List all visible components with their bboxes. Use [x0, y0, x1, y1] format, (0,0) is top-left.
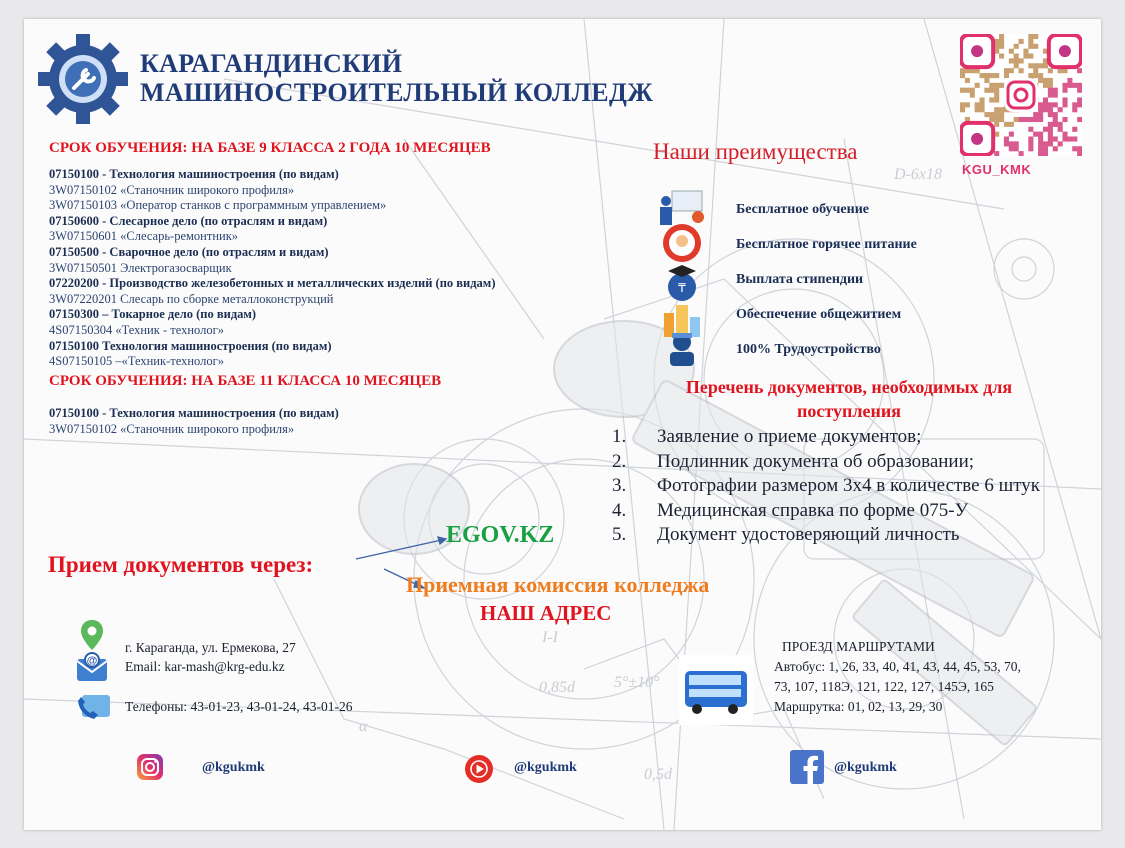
address-text: г. Караганда, ул. Ермекова, 27	[125, 640, 296, 655]
advantage-item: 100% Трудоустройство	[736, 342, 881, 357]
program-line: 3W07220201 Слесарь по сборке металлоконструкций	[49, 291, 334, 306]
document-text: Медицинская справка по форме 075-У	[657, 499, 969, 521]
advantage-item: Обеспечение общежитием	[736, 307, 902, 322]
program-line: 07150500 - Сварочное дело (по отраслям и видам)	[49, 244, 329, 259]
college-name	[140, 49, 653, 107]
svg-text:@: @	[86, 655, 98, 667]
document-item	[612, 499, 1042, 524]
svg-text:0,85d: 0,85d	[539, 679, 575, 696]
program-line: 07220200 - Производство железобетонных и металлических изделий (по видам)	[49, 276, 496, 291]
bus-icon	[679, 655, 753, 725]
program-heading-grade9: СРОК ОБУЧЕНИЯ: НА БАЗЕ 9 КЛАССА 2 ГОДА 10 МЕСЯЦЕВ	[49, 140, 491, 156]
program-list-grade11	[49, 406, 569, 437]
youtube-handle[interactable]: @kgukmk	[514, 760, 577, 775]
document-text: Документ удостоверяющий личность	[657, 524, 960, 545]
flyer-page	[24, 19, 1101, 830]
program-line: 07150100 - Технология машиностроения (по видам)	[49, 167, 339, 181]
document-number: 5.	[612, 524, 627, 545]
worker-icon	[656, 328, 708, 368]
instagram-qr-code[interactable]	[960, 34, 1082, 156]
routes-title: ПРОЕЗД МАРШРУТАМИ	[782, 639, 935, 654]
address-heading: НАШ АДРЕС	[480, 601, 612, 625]
program-line: 4S07150105 –«Техник-технолог»	[49, 354, 224, 369]
document-item	[612, 425, 1042, 450]
program-line: 07150300 – Токарное дело (по видам)	[49, 307, 257, 322]
program-line: 07150600 - Слесарное дело (по отраслям и видам)	[49, 213, 328, 228]
phones-text: Телефоны: 43-01-23, 43-01-24, 43-01-26	[125, 699, 353, 714]
advantage-item: Бесплатное обучение	[736, 202, 869, 217]
advantages-title: Наши преимущества	[653, 139, 858, 164]
meal-icon	[656, 223, 708, 263]
facebook-icon[interactable]	[789, 749, 825, 785]
advantage-item: Выплата стипендии	[736, 272, 864, 287]
phone-icon	[76, 691, 112, 723]
document-number: 4.	[612, 499, 627, 521]
documents-title: Перечень документов, необходимых для поступления	[685, 377, 1013, 421]
program-heading-grade11: СРОК ОБУЧЕНИЯ: НА БАЗЕ 11 КЛАССА 10 МЕСЯЦЕВ	[49, 373, 442, 389]
document-item	[612, 523, 1042, 548]
scholarship-icon	[656, 263, 708, 303]
admission-committee: Приемная комиссия колледжа	[406, 572, 710, 597]
svg-text:5°±10°: 5°±10°	[614, 674, 660, 691]
routes-block	[774, 637, 1039, 717]
program-list-grade9	[49, 167, 569, 370]
svg-text:α: α	[359, 718, 368, 735]
svg-text:I-I: I-I	[542, 629, 558, 646]
instagram-handle[interactable]: @kgukmk	[202, 760, 265, 775]
qr-label: KGU_KMK	[962, 162, 1032, 177]
teacher-icon	[656, 187, 708, 227]
advantage-item: Бесплатное горячее питание	[736, 237, 917, 252]
program-line: 3W07150501 Электрогазосварщик	[49, 260, 232, 275]
college-name-line2: МАШИНОСТРОИТЕЛЬНЫЙ КОЛЛЕДЖ	[140, 78, 654, 107]
svg-text:₸: ₸	[678, 281, 686, 295]
documents-list	[612, 425, 1042, 548]
admission-label: Прием документов через:	[48, 552, 314, 577]
college-name-line1: КАРАГАНДИНСКИЙ	[140, 49, 403, 78]
document-number: 2.	[612, 450, 627, 472]
document-text: Заявление о приеме документов;	[657, 426, 922, 447]
youtube-icon[interactable]	[464, 754, 494, 784]
facebook-handle[interactable]: @kgukmk	[834, 760, 897, 775]
program-line: 3W07150102 «Станочник широкого профиля»	[49, 421, 295, 436]
svg-text:0,5d: 0,5d	[644, 766, 672, 783]
college-logo-gear-icon	[36, 32, 130, 126]
bus-routes: Автобус: 1, 26, 33, 40, 41, 43, 44, 45, 53, 70, 73, 107, 118Э, 121, 122, 127, 145Э, 165	[774, 659, 1021, 694]
document-text: Фотографии размером 3х4 в количестве 6 штук	[657, 475, 1041, 496]
minibus-routes: Маршрутка: 01, 02, 13, 29, 30	[774, 699, 943, 714]
document-number: 1.	[612, 426, 627, 447]
program-line: 3W07150601 «Слесарь-ремонтник»	[49, 229, 239, 244]
email-icon	[74, 651, 110, 687]
email-text[interactable]: Email: kar-mash@krg-edu.kz	[125, 659, 285, 674]
document-number: 3.	[612, 475, 627, 496]
document-item	[612, 450, 1042, 475]
program-line: 07150100 - Технология машиностроения (по видам)	[49, 406, 339, 420]
program-line: 3W07150102 «Станочник широкого профиля»	[49, 182, 295, 197]
document-text: Подлинник документа об образовании;	[657, 450, 975, 472]
location-pin-icon	[79, 619, 105, 651]
program-line: 3W07150103 «Оператор станков с программным управлением»	[49, 198, 387, 213]
program-line: 07150100 Технология машиностроения (по видам)	[49, 338, 332, 353]
program-line: 4S07150304 «Техник - технолог»	[49, 322, 224, 337]
svg-text:D-6x18: D-6x18	[894, 166, 942, 183]
document-item	[612, 474, 1042, 499]
instagram-icon[interactable]	[136, 753, 164, 781]
egov-link[interactable]: EGOV.KZ	[446, 522, 555, 548]
